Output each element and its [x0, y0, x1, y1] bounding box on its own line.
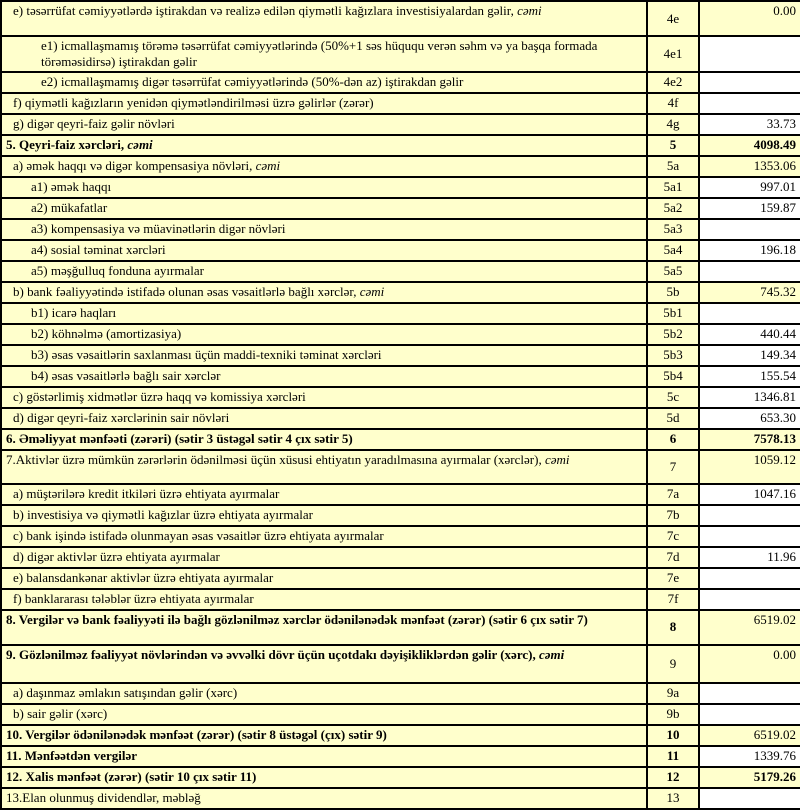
row-value-cell[interactable] [699, 261, 800, 282]
row-code-cell: 7a [647, 484, 699, 505]
row-label-cell: e) balansdankənar aktivlər üzrə ehtiyata ayırmalar [1, 568, 647, 589]
table-row [1, 324, 800, 345]
row-code-cell: 5a5 [647, 261, 699, 282]
table-row [1, 683, 800, 704]
row-code-cell: 4e2 [647, 72, 699, 93]
row-label-cell: b3) əsas vəsaitlərin saxlanması üçün maddi-texniki təminat xərcləri [1, 345, 647, 366]
row-label-cell: b) bank fəaliyyətində istifadə olunan əsas vəsaitlərlə bağlı xərclər, cəmi [1, 282, 647, 303]
row-value-cell[interactable] [699, 568, 800, 589]
row-code-cell: 5 [647, 135, 699, 156]
row-label-italic-suffix: cəmi [255, 157, 281, 173]
row-label-cell: c) bank işində istifadə olunmayan əsas vəsaitlər üzrə ehtiyata ayırmalar [1, 526, 647, 547]
table-row [1, 526, 800, 547]
row-code-cell: 5b2 [647, 324, 699, 345]
row-value-cell: 5179.26 [699, 767, 800, 788]
row-label-cell: d) digər aktivlər üzrə ehtiyata ayırmalar [1, 547, 647, 568]
table-row [1, 366, 800, 387]
row-label-cell: a4) sosial təminat xərcləri [1, 240, 647, 261]
table-row [1, 610, 800, 645]
row-value-cell[interactable]: 33.73 [699, 114, 800, 135]
row-label-cell: a1) əmək haqqı [1, 177, 647, 198]
row-label-cell: e) təsərrüfat cəmiyyətlərdə iştirakdan və realizə edilən qiymətli kağızlara investisiyalardan gəlir, cəmi [1, 1, 647, 36]
table-row [1, 114, 800, 135]
table-row [1, 746, 800, 767]
table-row [1, 387, 800, 408]
row-label-cell: e2) icmallaşmamış digər təsərrüfat cəmiyyətlərində (50%-dən az) iştirakdan gəlir [1, 72, 647, 93]
row-value-cell[interactable]: 149.34 [699, 345, 800, 366]
row-label-cell: f) qiymətli kağızların yenidən qiymətləndirilməsi üzrə gəlirlər (zərər) [1, 93, 647, 114]
row-label-cell: e1) icmallaşmamış törəmə təsərrüfat cəmiyyətlərində (50%+1 səs hüququ verən səhm və ya başqa formada törəməsidirsə) iştirakdan gəlir [1, 36, 647, 72]
row-value-cell: 745.32 [699, 282, 800, 303]
table-row [1, 135, 800, 156]
row-label-cell: 7.Aktivlər üzrə mümkün zərərlərin ödənilməsi üçün xüsusi ehtiyatın yaradılmasına ayırmalar (xərclər), cəmi [1, 450, 647, 484]
row-code-cell: 7e [647, 568, 699, 589]
row-value-cell: 1059.12 [699, 450, 800, 484]
row-label-cell: 12. Xalis mənfəət (zərər) (sətir 10 çıx sətir 11) [1, 767, 647, 788]
table-row [1, 484, 800, 505]
row-value-cell: 0.00 [699, 1, 800, 36]
table-row [1, 408, 800, 429]
row-value-cell[interactable]: 11.96 [699, 547, 800, 568]
row-value-cell[interactable]: 196.18 [699, 240, 800, 261]
row-label-cell: b4) əsas vəsaitlərlə bağlı sair xərclər [1, 366, 647, 387]
table-row [1, 219, 800, 240]
row-code-cell: 12 [647, 767, 699, 788]
row-code-cell: 5a2 [647, 198, 699, 219]
row-code-cell: 5d [647, 408, 699, 429]
table-row [1, 93, 800, 114]
row-code-cell: 4e1 [647, 36, 699, 72]
table-row [1, 725, 800, 746]
row-code-cell: 4g [647, 114, 699, 135]
row-code-cell: 8 [647, 610, 699, 645]
table-row [1, 303, 800, 324]
row-code-cell: 5a3 [647, 219, 699, 240]
table-row [1, 645, 800, 683]
row-label-cell: 9. Gözlənilməz fəaliyyət növlərindən və əvvəlki dövr üçün uçotdakı dəyişikliklərdən gəlir (xərc), cəmi [1, 645, 647, 683]
row-code-cell: 7 [647, 450, 699, 484]
row-label-cell: d) digər qeyri-faiz xərclərinin sair növləri [1, 408, 647, 429]
row-label-cell: a) daşınmaz əmlakın satışından gəlir (xərc) [1, 683, 647, 704]
table-row [1, 156, 800, 177]
table-row [1, 240, 800, 261]
row-label-cell: f) banklararası tələblər üzrə ehtiyata ayırmalar [1, 589, 647, 610]
row-label-cell: a2) mükafatlar [1, 198, 647, 219]
row-code-cell: 7b [647, 505, 699, 526]
row-label-cell: g) digər qeyri-faiz gəlir növləri [1, 114, 647, 135]
row-code-cell: 10 [647, 725, 699, 746]
table-row [1, 788, 800, 809]
table-row [1, 198, 800, 219]
table-row [1, 36, 800, 72]
table-row [1, 72, 800, 93]
row-value-cell[interactable]: 1047.16 [699, 484, 800, 505]
row-value-cell[interactable] [699, 93, 800, 114]
table-row [1, 568, 800, 589]
row-code-cell: 4f [647, 93, 699, 114]
row-value-cell: 7578.13 [699, 429, 800, 450]
row-label-cell: b1) icarə haqları [1, 303, 647, 324]
row-value-cell[interactable]: 653.30 [699, 408, 800, 429]
row-value-cell[interactable]: 440.44 [699, 324, 800, 345]
row-label-cell: 5. Qeyri-faiz xərcləri, cəmi [1, 135, 647, 156]
row-code-cell: 5a1 [647, 177, 699, 198]
row-label-cell: 11. Mənfəətdən vergilər [1, 746, 647, 767]
row-label-italic-suffix: cəmi [538, 646, 565, 662]
table-row [1, 547, 800, 568]
row-value-cell[interactable] [699, 526, 800, 547]
row-label-cell: a5) məşğulluq fonduna ayırmalar [1, 261, 647, 282]
row-code-cell: 5b [647, 282, 699, 303]
row-value-cell[interactable]: 1339.76 [699, 746, 800, 767]
row-value-cell[interactable]: 155.54 [699, 366, 800, 387]
row-value-cell: 4098.49 [699, 135, 800, 156]
row-label-cell: 10. Vergilər ödənilənədək mənfəət (zərər) (sətir 8 üstəgəl (çıx) sətir 9) [1, 725, 647, 746]
table-row [1, 589, 800, 610]
row-label-italic-suffix: cəmi [127, 136, 153, 152]
row-value-cell: 6519.02 [699, 610, 800, 645]
table-row [1, 767, 800, 788]
row-code-cell: 6 [647, 429, 699, 450]
row-code-cell: 9a [647, 683, 699, 704]
row-value-cell: 6519.02 [699, 725, 800, 746]
table-row [1, 177, 800, 198]
table-row [1, 1, 800, 36]
row-label-italic-suffix: cəmi [517, 3, 542, 18]
table-row [1, 450, 800, 484]
table-body [1, 1, 800, 809]
row-code-cell: 13 [647, 788, 699, 809]
row-value-cell[interactable] [699, 303, 800, 324]
row-label-italic-suffix: cəmi [359, 283, 385, 299]
row-value-cell[interactable] [699, 589, 800, 610]
row-code-cell: 7f [647, 589, 699, 610]
row-label-cell: a) müştərilərə kredit itkiləri üzrə ehtiyata ayırmalar [1, 484, 647, 505]
table-row [1, 704, 800, 725]
row-value-cell[interactable] [699, 505, 800, 526]
row-label-cell: 13.Elan olunmuş dividendlər, məbləğ [1, 788, 647, 809]
row-label-cell: a) əmək haqqı və digər kompensasiya növləri, cəmi [1, 156, 647, 177]
row-value-cell[interactable] [699, 219, 800, 240]
row-code-cell: 5b3 [647, 345, 699, 366]
row-code-cell: 5b4 [647, 366, 699, 387]
row-code-cell: 7c [647, 526, 699, 547]
row-value-cell[interactable] [699, 788, 800, 809]
row-code-cell: 5a [647, 156, 699, 177]
row-value-cell[interactable] [699, 36, 800, 72]
table-row [1, 261, 800, 282]
row-label-cell: b) investisiya və qiymətli kağızlar üzrə ehtiyata ayırmalar [1, 505, 647, 526]
row-value-cell[interactable] [699, 683, 800, 704]
row-code-cell: 9b [647, 704, 699, 725]
row-value-cell: 0.00 [699, 645, 800, 683]
row-value-cell[interactable]: 997.01 [699, 177, 800, 198]
row-label-cell: c) göstərlimiş xidmətlər üzrə haqq və komissiya xərcləri [1, 387, 647, 408]
table-row [1, 429, 800, 450]
row-code-cell: 4e [647, 1, 699, 36]
table-row [1, 505, 800, 526]
row-value-cell[interactable] [699, 704, 800, 725]
row-label-cell: 8. Vergilər və bank fəaliyyəti ilə bağlı gözlənilməz xərclər ödənilənədək mənfəət (zərər) (sətir 6 çıx sətir 7) [1, 610, 647, 645]
row-label-italic-suffix: cəmi [544, 451, 570, 467]
row-label-cell: 6. Əməliyyat mənfəəti (zərəri) (sətir 3 üstəgəl sətir 4 çıx sətir 5) [1, 429, 647, 450]
row-label-cell: b) sair gəlir (xərc) [1, 704, 647, 725]
table-row [1, 282, 800, 303]
row-code-cell: 5b1 [647, 303, 699, 324]
row-code-cell: 7d [647, 547, 699, 568]
row-code-cell: 5a4 [647, 240, 699, 261]
table-row [1, 345, 800, 366]
row-code-cell: 11 [647, 746, 699, 767]
row-value-cell[interactable]: 1346.81 [699, 387, 800, 408]
row-label-cell: b2) köhnəlmə (amortizasiya) [1, 324, 647, 345]
row-label-cell: a3) kompensasiya və müavinətlərin digər növləri [1, 219, 647, 240]
row-value-cell[interactable]: 159.87 [699, 198, 800, 219]
row-value-cell: 1353.06 [699, 156, 800, 177]
row-code-cell: 9 [647, 645, 699, 683]
row-value-cell[interactable] [699, 72, 800, 93]
row-code-cell: 5c [647, 387, 699, 408]
